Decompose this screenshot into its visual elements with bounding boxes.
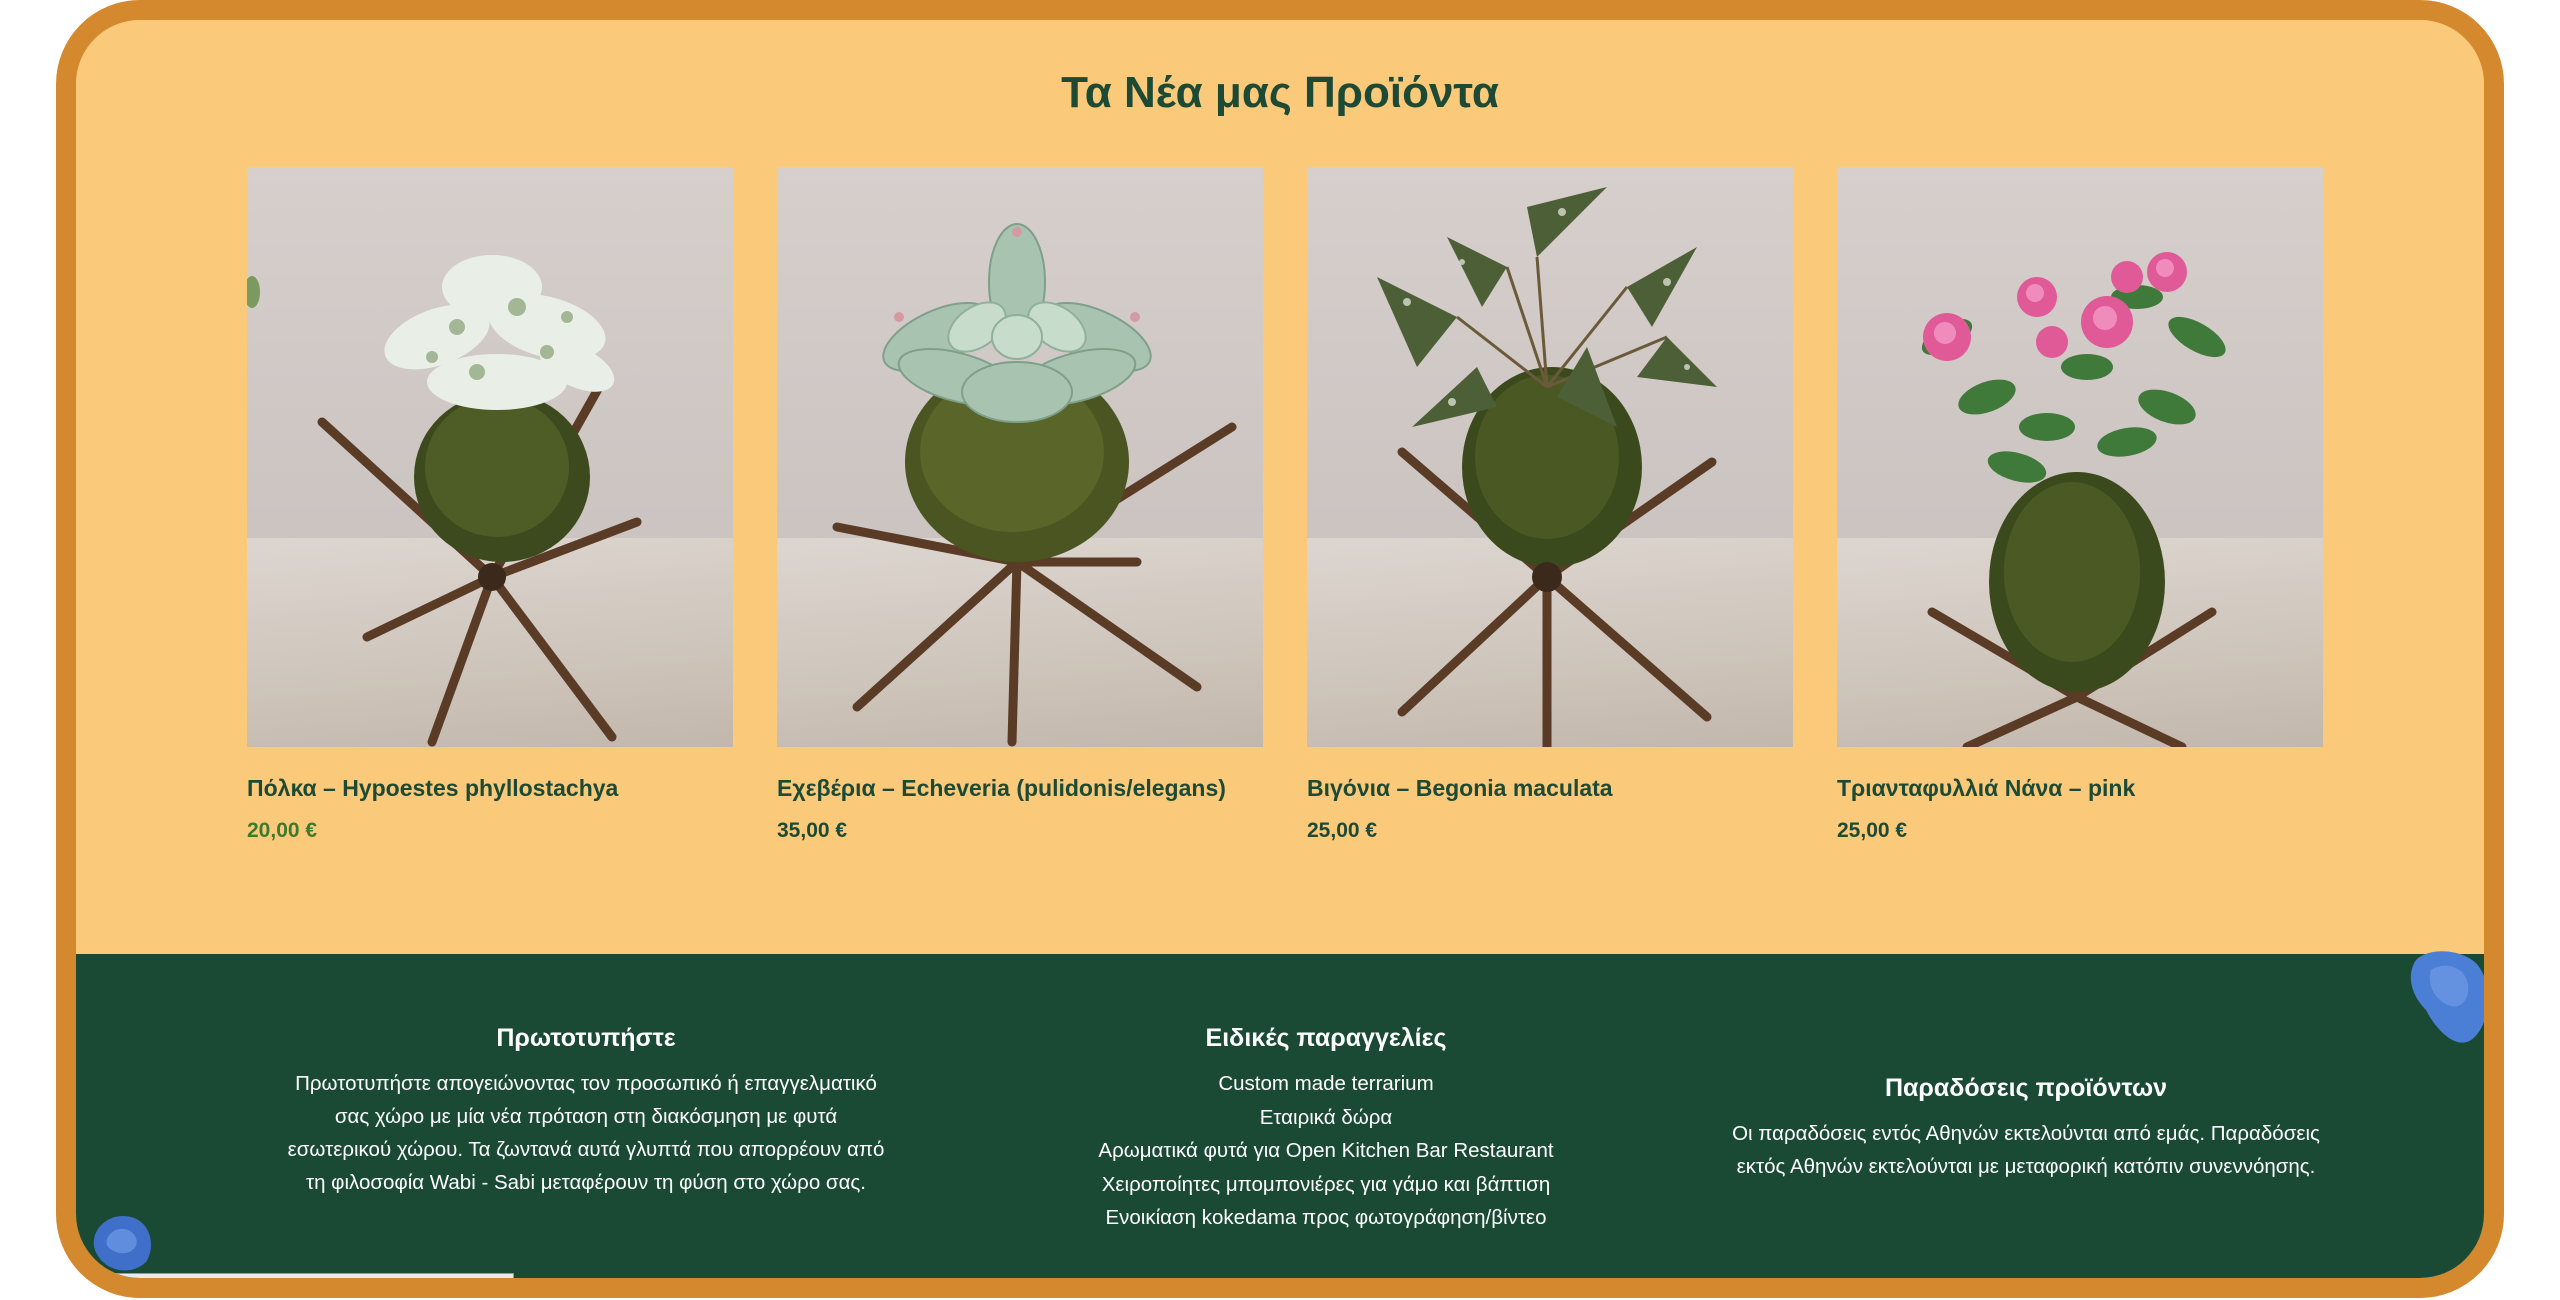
special-orders-list [1006,1067,1646,1235]
footer-line: τη φιλοσοφία Wabi - Sabi μεταφέρουν τη φύση στο χώρο σας. [305,1171,867,1194]
footer-heading: Πρωτοτυπήστε [496,1024,676,1052]
footer-line: εκτός Αθηνών εκτελούνται με μεταφορική κατόπιν συνεννόησης. [1736,1155,2316,1178]
footer-line: Οι παραδόσεις εντός Αθηνών εκτελούνται από εμάς. Παραδόσεις [1732,1122,2320,1145]
product-image-rose[interactable] [1837,167,2323,747]
special-order-item[interactable]: Εταιρικά δώρα [1259,1105,1393,1129]
footer-line: Πρωτοτυπήστε απογειώνοντας τον προσωπικό ή επαγγελματικό [295,1072,877,1095]
footer-heading: Ειδικές παραγγελίες [1205,1024,1447,1052]
kokedama-rose-illustration [1837,167,2323,747]
page-frame [56,0,2504,1298]
product-price: 25,00 € [1837,819,1908,842]
product-name[interactable]: Βιγόνια – Begonia maculata [1307,775,1613,801]
footer-paragraph [1676,1117,2376,1183]
special-order-item[interactable]: Ενοικίαση kokedama προς φωτογράφηση/βίντεο [1105,1206,1547,1229]
special-order-item[interactable]: Αρωματικά φυτά για Open Kitchen Bar Restaurant [1098,1139,1554,1162]
footer-line: σας χώρο με μία νέα πρόταση στη διακόσμηση με φυτά [334,1105,838,1128]
blue-flower-decoration [86,1212,156,1272]
kokedama-echeveria-illustration [777,167,1263,747]
footer-paragraph [226,1067,946,1199]
product-price: 35,00 € [777,819,848,842]
section-title: Τα Νέα μας Προϊόντα [1061,68,1499,117]
product-image-echeveria[interactable] [777,167,1263,747]
product-name[interactable]: Πόλκα – Hypoestes phyllostachya [247,775,619,801]
product-image-polka[interactable] [247,167,733,747]
footer [76,954,2484,1298]
footer-line: εσωτερικού χώρου. Τα ζωντανά αυτά γλυπτά που απορρέουν από [287,1138,885,1161]
product-name[interactable]: Εχεβέρια – Echeveria (pulidonis/elegans) [777,775,1226,801]
product-image-begonia[interactable] [1307,167,1793,747]
product-price: 20,00 € [247,819,318,842]
footer-heading: Παραδόσεις προϊόντων [1884,1074,2168,1102]
footer-column-special-orders [1006,1024,1646,1235]
special-order-item[interactable]: Χειροποίητες μπομπονιέρες για γάμο και βάπτιση [1101,1172,1551,1196]
footer-column-originality [226,1024,946,1199]
product-card-rose[interactable] [1837,167,2323,843]
blue-flower-decoration [2406,950,2486,1050]
kokedama-polka-illustration [247,167,733,747]
product-price: 25,00 € [1307,819,1378,842]
kokedama-begonia-illustration [1307,167,1793,747]
new-products-section [76,20,2484,954]
product-card-begonia[interactable] [1307,167,1793,843]
special-order-item[interactable]: Custom made terrarium [1218,1072,1434,1095]
product-card-echeveria[interactable] [777,167,1263,843]
product-card-polka[interactable] [247,167,733,843]
status-bar-link-url: ankokedama.gr/product/hypoestes-phyllostachya-kokedama-πόλκα/ [76,1273,514,1298]
product-name[interactable]: Τριανταφυλλιά Νάνα – pink [1837,775,2136,801]
footer-column-deliveries [1676,1074,2376,1183]
